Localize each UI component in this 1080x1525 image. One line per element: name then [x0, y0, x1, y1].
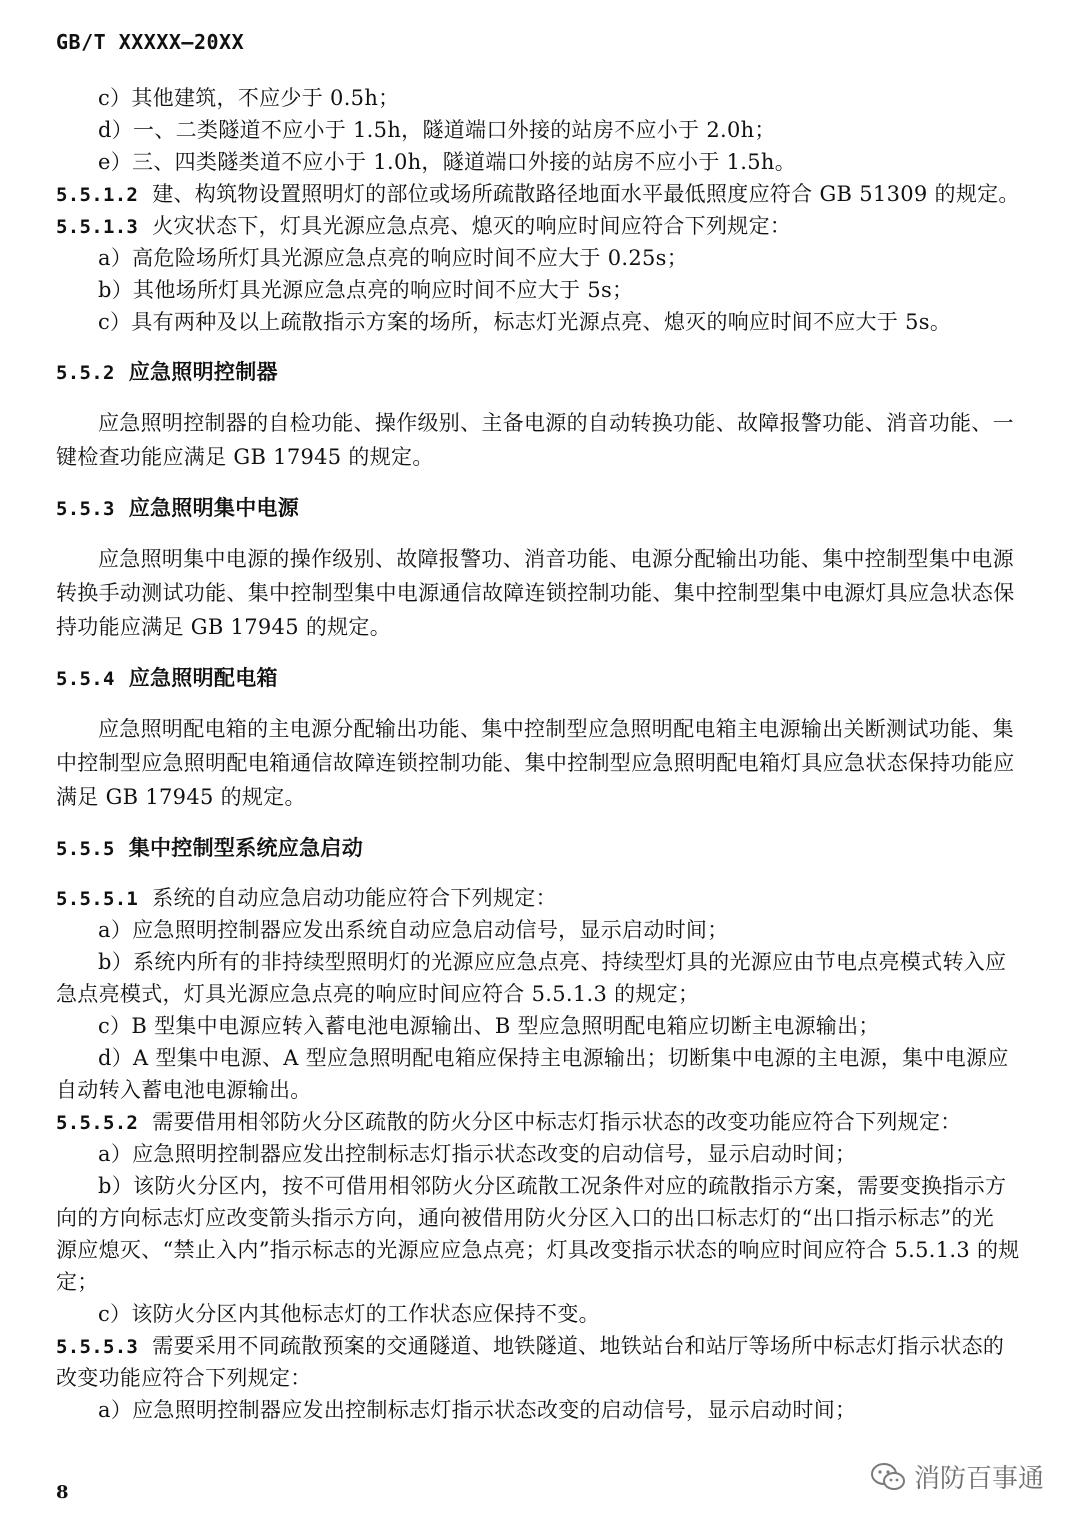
list-item-continuation: 改变功能应符合下列规定：	[56, 1366, 312, 1390]
list-item-continuation: 向的方向标志灯应改变箭头指示方向，通向被借用防火分区入口的出口标志灯的“出口指示标志”的光	[56, 1206, 994, 1230]
list-item: a）应急照明控制器应发出系统自动应急启动信号，显示启动时间；	[98, 918, 729, 942]
list-item-continuation: 源应熄灭、“禁止入内”指示标志的光源应应急点亮；灯具改变指示状态的响应时间应符合 5.5.1.3 的规	[56, 1238, 1020, 1262]
paragraph-line: 转换手动测试功能、集中控制型集中电源通信故障连锁控制功能、集中控制型集中电源灯具应急状态保	[56, 581, 1015, 605]
list-item-continuation: 急点亮模式，灯具光源应急点亮的响应时间应符合 5.5.1.3 的规定；	[56, 982, 700, 1006]
list-item: b）系统内所有的非持续型照明灯的光源应应急点亮、持续型灯具的光源应由节电点亮模式转入应	[98, 950, 1007, 974]
document-code: GB/T XXXXX—20XX	[56, 30, 245, 54]
list-item: a）应急照明控制器应发出控制标志灯指示状态改变的启动信号，显示启动时间；	[98, 1398, 857, 1422]
clause-text: 需要采用不同疏散预案的交通隧道、地铁隧道、地铁站台和站厅等场所中标志灯指示状态的	[152, 1334, 1005, 1358]
paragraph-line: 满足 GB 17945 的规定。	[56, 785, 306, 809]
clause-5-5-1-3	[56, 210, 1036, 242]
clause-number: 5.5.5.3	[56, 1336, 139, 1358]
section-heading-5-5-5	[56, 832, 1036, 864]
section-title: 应急照明控制器	[128, 360, 278, 384]
list-item-continuation: 自动转入蓄电池电源输出。	[56, 1078, 312, 1102]
watermark-text: 消防百事通	[913, 1464, 1044, 1494]
list-item: d）A 型集中电源、A 型应急照明配电箱应保持主电源输出；切断集中电源的主电源，集中电源应	[98, 1046, 1009, 1070]
list-item: e）三、四类隧类道不应小于 1.0h，隧道端口外接的站房不应小于 1.5h。	[98, 150, 797, 174]
list-item: b）其他场所灯具光源应急点亮的响应时间不应大于 5s；	[98, 278, 634, 302]
list-item: c）具有两种及以上疏散指示方案的场所，标志灯光源点亮、熄灭的响应时间不应大于 5s。	[98, 310, 952, 334]
paragraph-line: 中控制型应急照明配电箱通信故障连锁控制功能、集中控制型应急照明配电箱灯具应急状态保持功能应	[56, 751, 1015, 775]
paragraph-line: 键检查功能应满足 GB 17945 的规定。	[56, 445, 434, 469]
list-item: c）B 型集中电源应转入蓄电池电源输出、B 型应急照明配电箱应切断主电源输出；	[98, 1014, 880, 1038]
clause-5-5-1-2	[56, 178, 1036, 210]
paragraph-line: 应急照明控制器的自检功能、操作级别、主备电源的自动转换功能、故障报警功能、消音功能、一	[98, 411, 1014, 435]
clause-5-5-5-1	[56, 882, 1036, 914]
section-title: 应急照明集中电源	[128, 496, 300, 520]
clause-number: 5.5.1.3	[56, 216, 139, 238]
list-item: b）该防火分区内，按不可借用相邻防火分区疏散工况条件对应的疏散指示方案，需要变换指示方	[98, 1174, 1007, 1198]
clause-number: 5.5.5.1	[56, 888, 139, 910]
clause-text: 系统的自动应急启动功能应符合下列规定：	[152, 886, 557, 910]
clause-5-5-5-2	[56, 1106, 1036, 1138]
clause-text: 建、构筑物设置照明灯的部位或场所疏散路径地面水平最低照度应符合 GB 51309 的规定。	[152, 182, 1020, 206]
list-item: a）高危险场所灯具光源应急点亮的响应时间不应大于 0.25s；	[98, 246, 689, 270]
paragraph-line: 应急照明集中电源的操作级别、故障报警功、消音功能、电源分配输出功能、集中控制型集中电源	[98, 547, 1014, 571]
clause-number: 5.5.5.2	[56, 1112, 139, 1134]
clause-number: 5.5.1.2	[56, 184, 139, 206]
document-body	[56, 82, 1036, 1426]
list-item: a）应急照明控制器应发出控制标志灯指示状态改变的启动信号，显示启动时间；	[98, 1142, 857, 1166]
wechat-icon	[870, 1462, 906, 1492]
paragraph-line: 持功能应满足 GB 17945 的规定。	[56, 615, 392, 639]
clause-text: 需要借用相邻防火分区疏散的防火分区中标志灯指示状态的改变功能应符合下列规定：	[152, 1110, 962, 1134]
section-number: 5.5.3	[56, 498, 115, 520]
section-title: 应急照明配电箱	[128, 666, 278, 690]
list-item-continuation: 定；	[56, 1270, 99, 1294]
section-heading-5-5-2	[56, 356, 1036, 388]
list-item: c）其他建筑，不应少于 0.5h；	[98, 86, 400, 110]
list-item: c）该防火分区内其他标志灯的工作状态应保持不变。	[98, 1302, 600, 1326]
clause-5-5-5-3	[56, 1330, 1036, 1362]
section-number: 5.5.4	[56, 668, 115, 690]
paragraph-line: 应急照明配电箱的主电源分配输出功能、集中控制型应急照明配电箱主电源输出关断测试功能、集	[98, 717, 1014, 741]
section-number: 5.5.2	[56, 362, 115, 384]
list-item: d）一、二类隧道不应小于 1.5h，隧道端口外接的站房不应小于 2.0h；	[98, 118, 776, 142]
section-heading-5-5-4	[56, 662, 1036, 694]
page-number: 8	[56, 1482, 69, 1503]
clause-text: 火灾状态下，灯具光源应急点亮、熄灭的响应时间应符合下列规定：	[152, 214, 792, 238]
section-heading-5-5-3	[56, 492, 1036, 524]
section-title: 集中控制型系统应急启动	[128, 836, 364, 860]
watermark	[870, 1458, 1044, 1495]
section-number: 5.5.5	[56, 838, 115, 860]
